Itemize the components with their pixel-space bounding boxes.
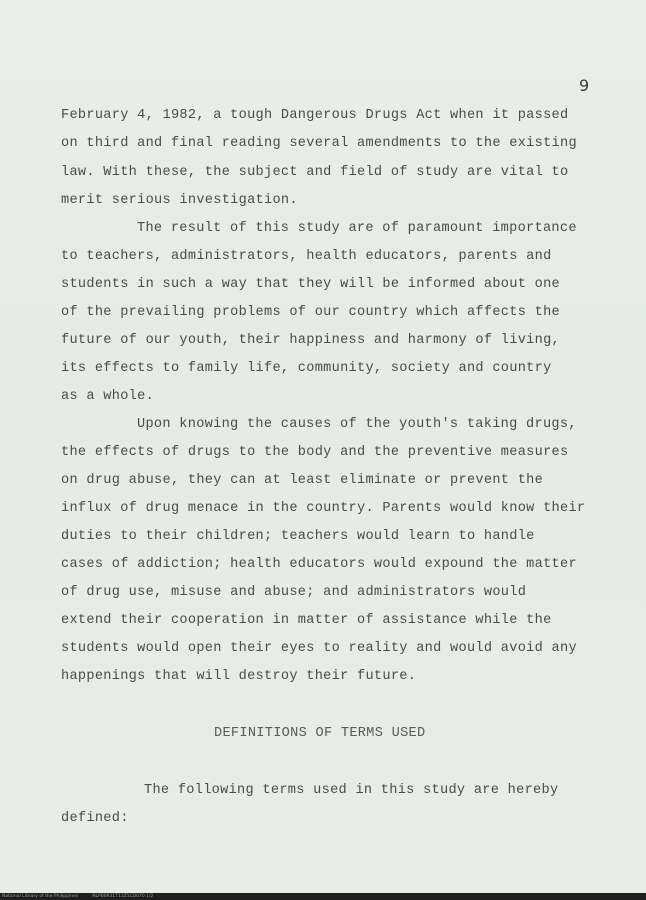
text-line: merit serious investigation.: [61, 193, 298, 208]
footer-document-id: NLP00931T11Z1CD070 1/2: [92, 894, 154, 899]
text-line: to teachers, administrators, health educators, parents and: [61, 249, 552, 264]
archive-footer: [0, 893, 646, 900]
text-line: happenings that will destroy their future.: [61, 669, 417, 684]
text-line: The result of this study are of paramount importance: [137, 221, 577, 236]
text-line: on third and final reading several amendments to the existing: [61, 136, 577, 151]
text-line: of the prevailing problems of our country which affects the: [61, 305, 560, 320]
text-line: Upon knowing the causes of the youth's taking drugs,: [137, 417, 577, 432]
text-line: students in such a way that they will be informed about one: [61, 277, 560, 292]
text-line: as a whole.: [61, 389, 155, 404]
text-line: defined:: [61, 811, 129, 826]
text-line: of drug use, misuse and abuse; and administrators would: [61, 585, 527, 600]
text-line: cases of addiction; health educators would expound the matter: [61, 557, 577, 572]
text-line: influx of drug menace in the country. Parents would know their: [61, 501, 586, 516]
text-line: on drug abuse, they can at least eliminate or prevent the: [61, 473, 544, 488]
text-line: The following terms used in this study are hereby: [144, 783, 559, 798]
footer-library: National Library of the Philippines: [2, 894, 79, 899]
text-line: students would open their eyes to reality and would avoid any: [61, 641, 577, 656]
text-line: future of our youth, their happiness and harmony of living,: [61, 333, 560, 348]
page-number: 9: [579, 76, 590, 95]
text-line: February 4, 1982, a tough Dangerous Drugs Act when it passed: [61, 108, 569, 123]
text-line: the effects of drugs to the body and the preventive measures: [61, 445, 569, 460]
text-line: extend their cooperation in matter of assistance while the: [61, 613, 552, 628]
section-heading: DEFINITIONS OF TERMS USED: [214, 726, 426, 741]
text-line: duties to their children; teachers would learn to handle: [61, 529, 535, 544]
text-line: law. With these, the subject and field of study are vital to: [61, 165, 569, 180]
text-line: its effects to family life, community, society and country: [61, 361, 552, 376]
